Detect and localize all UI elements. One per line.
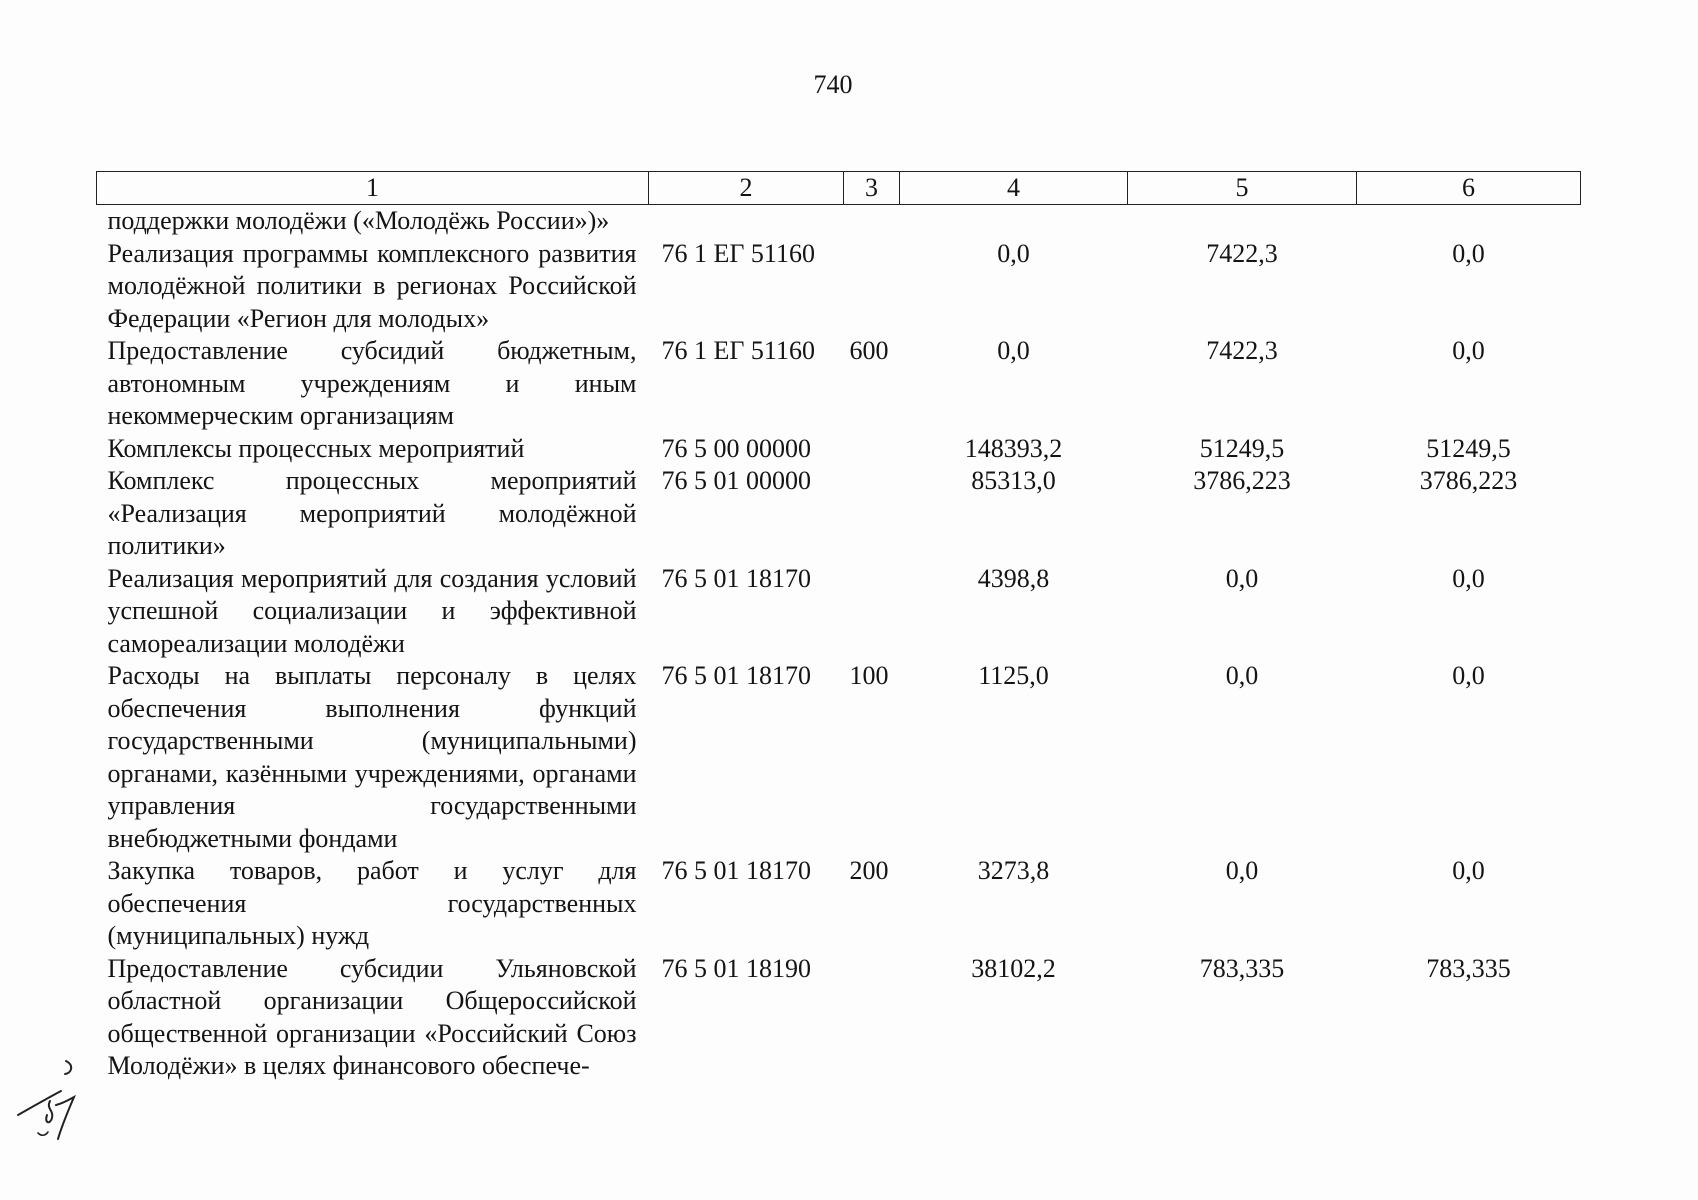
row-value-col4: 85313,0 xyxy=(971,466,1056,495)
page-number: 740 xyxy=(813,70,853,99)
table-body xyxy=(97,205,1581,1083)
row-expense-type: 100 xyxy=(849,661,889,690)
row-target-code: 76 5 00 00000 xyxy=(661,433,811,463)
row-name: поддержки молодёжи («Молодёжь России»)» xyxy=(107,206,610,235)
row-value-col4: 4398,8 xyxy=(977,563,1050,593)
row-value-col6: 783,335 xyxy=(1426,953,1511,983)
header-col-6: 6 xyxy=(1357,172,1581,205)
table-header xyxy=(97,172,1581,205)
header-col-5: 5 xyxy=(1128,172,1357,205)
table-row xyxy=(97,953,1581,1083)
row-value-col5: 0,0 xyxy=(1225,661,1259,690)
table-row xyxy=(97,433,1581,466)
row-value-col6: 0,0 xyxy=(1452,238,1485,268)
row-name: Комплекс процессных мероприятий «Реализация мероприятий молодёжной политики» xyxy=(107,466,637,560)
row-value-col6 xyxy=(1357,205,1581,238)
row-value-col4: 3273,8 xyxy=(977,856,1050,885)
budget-table xyxy=(96,171,1581,1083)
handwritten-initials-mark xyxy=(16,1055,78,1145)
row-value-col5: 0,0 xyxy=(1225,856,1259,885)
row-name: Реализация программы комплексного развития молодёжной политики в регионах Российской Федерации «Регион для молодых» xyxy=(107,238,637,333)
row-target-code: 76 5 01 18190 xyxy=(661,953,811,983)
row-value-col5: 7422,3 xyxy=(1206,238,1278,268)
table-row xyxy=(97,855,1581,953)
row-value-col6: 3786,223 xyxy=(1419,466,1518,495)
row-name: Реализация мероприятий для создания условий успешной социализации и эффективной самореализации молодёжи xyxy=(107,563,637,658)
row-target-code xyxy=(649,205,844,238)
row-value-col4: 148393,2 xyxy=(964,433,1063,463)
row-name: Предоставление субсидий бюджетным, автономным учреждениям и иным некоммерческим организациям xyxy=(107,336,637,430)
row-value-col5: 7422,3 xyxy=(1206,336,1278,365)
row-value-col4 xyxy=(900,205,1128,238)
row-name: Расходы на выплаты персоналу в целях обеспечения выполнения функций государственными (муниципальными) органами, казёнными учреждениями, органами управления государственными внебюджетными фондами xyxy=(107,661,637,853)
row-target-code: 76 5 01 18170 xyxy=(661,661,811,690)
row-expense-type xyxy=(844,563,900,661)
row-value-col4: 0,0 xyxy=(997,238,1030,268)
table-row xyxy=(97,660,1581,855)
row-target-code: 76 5 01 18170 xyxy=(661,856,811,885)
row-value-col5 xyxy=(1128,205,1357,238)
row-target-code: 76 5 01 18170 xyxy=(661,563,811,593)
row-value-col6: 0,0 xyxy=(1452,563,1485,593)
row-expense-type: 600 xyxy=(849,336,889,365)
row-expense-type: 200 xyxy=(849,856,889,885)
row-expense-type xyxy=(844,433,900,466)
row-value-col6: 51249,5 xyxy=(1426,433,1511,463)
row-target-code: 76 1 ЕГ 51160 xyxy=(661,238,815,268)
row-target-code: 76 1 ЕГ 51160 xyxy=(661,336,815,365)
row-value-col5: 783,335 xyxy=(1199,953,1285,983)
row-value-col5: 0,0 xyxy=(1225,563,1259,593)
row-value-col6: 0,0 xyxy=(1452,661,1485,690)
header-col-4: 4 xyxy=(900,172,1128,205)
row-value-col6: 0,0 xyxy=(1452,856,1485,885)
table-row xyxy=(97,335,1581,433)
table-row xyxy=(97,238,1581,336)
table-row xyxy=(97,563,1581,661)
table-row xyxy=(97,205,1581,238)
header-col-3: 3 xyxy=(844,172,900,205)
row-target-code: 76 5 01 00000 xyxy=(661,466,811,495)
row-name: Комплексы процессных мероприятий xyxy=(107,433,525,463)
table-row xyxy=(97,465,1581,563)
header-col-1: 1 xyxy=(97,172,649,205)
header-row xyxy=(97,172,1581,205)
row-value-col4: 38102,2 xyxy=(971,953,1056,983)
row-expense-type xyxy=(844,953,900,1083)
row-name: Закупка товаров, работ и услуг для обеспечения государственных (муниципальных) нужд xyxy=(107,856,637,950)
row-value-col5: 51249,5 xyxy=(1199,433,1285,463)
row-value-col6: 0,0 xyxy=(1452,336,1485,365)
header-col-2: 2 xyxy=(649,172,844,205)
row-expense-type xyxy=(844,205,900,238)
row-name: Предоставление субсидии Ульяновской областной организации Общероссийской общественной организации «Российский Союз Молодёжи» в целях финансового обеспече- xyxy=(107,953,637,1080)
row-expense-type xyxy=(844,238,900,336)
row-value-col5: 3786,223 xyxy=(1193,466,1291,495)
row-value-col4: 0,0 xyxy=(997,336,1030,365)
row-value-col4: 1125,0 xyxy=(978,661,1049,690)
row-expense-type xyxy=(844,465,900,563)
